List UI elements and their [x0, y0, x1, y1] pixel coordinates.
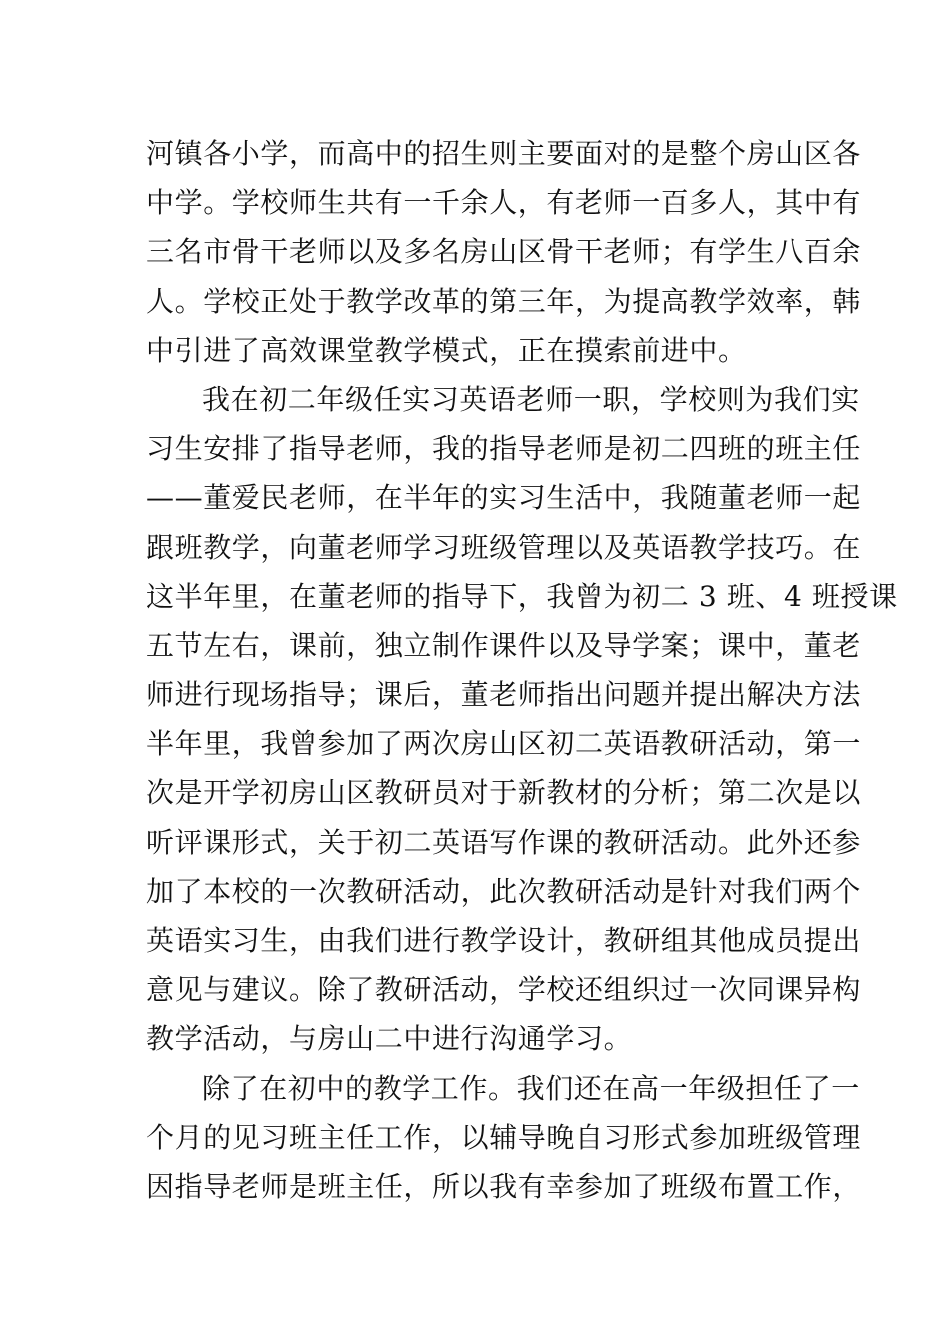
text-line: 习生安排了指导老师，我的指导老师是初二四班的班主任 [146, 432, 862, 466]
text-line: 半年里，我曾参加了两次房山区初二英语教研活动，第一 [146, 727, 862, 761]
text-line: ——董爱民老师，在半年的实习生活中，我随董老师一起 [146, 481, 862, 515]
text-line: 因指导老师是班主任，所以我有幸参加了班级布置工作， [146, 1169, 862, 1203]
paragraph-first-line: 除了在初中的教学工作。我们还在高一年级担任了一 [202, 1071, 860, 1105]
document-body [146, 129, 898, 1211]
text-line: 人。学校正处于教学改革的第三年，为提高教学效率，韩 [146, 284, 862, 318]
text-line: 师进行现场指导；课后，董老师指出问题并提出解决方法 [146, 678, 862, 712]
text-line: 次是开学初房山区教研员对于新教材的分析；第二次是以 [146, 776, 862, 810]
text-line: 三名市骨干老师以及多名房山区骨干老师；有学生八百余 [146, 235, 862, 269]
paragraph-first-line: 我在初二年级任实习英语老师一职，学校则为我们实 [202, 382, 860, 416]
text-line: 教学活动，与房山二中进行沟通学习。 [146, 1022, 633, 1056]
text-line: 英语实习生，由我们进行教学设计，教研组其他成员提出 [146, 924, 862, 957]
text-line: 河镇各小学，而高中的招生则主要面对的是整个房山区各 [146, 137, 862, 170]
text-line: 意见与建议。除了教研活动，学校还组织过一次同课异构 [146, 973, 862, 1007]
text-line: 听评课形式，关于初二英语写作课的教研活动。此外还参 [146, 825, 862, 859]
text-line: 个月的见习班主任工作，以辅导晚自习形式参加班级管理 [146, 1120, 862, 1154]
text-line: 五节左右，课前，独立制作课件以及导学案；课中，董老 [146, 628, 862, 662]
text-line: 中引进了高效课堂教学模式，正在摸索前进中。 [146, 333, 747, 367]
text-line: 加了本校的一次教研活动，此次教研活动是针对我们两个 [146, 874, 862, 908]
text-line: 跟班教学，向董老师学习班级管理以及英语教学技巧。在 [146, 530, 862, 564]
text-line: 中学。学校师生共有一千余人，有老师一百多人，其中有 [146, 186, 862, 220]
text-line: 这半年里，在董老师的指导下，我曾为初二 3 班、4 班授课 [146, 579, 898, 613]
